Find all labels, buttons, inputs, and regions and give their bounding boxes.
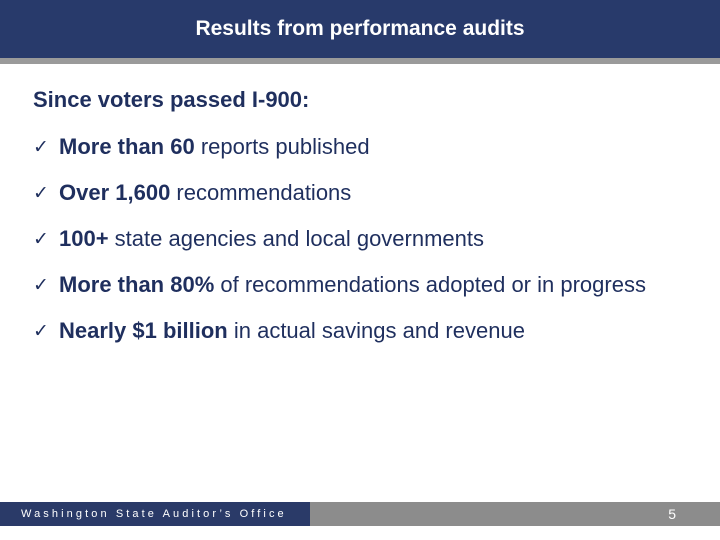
- checkmark-icon: ✓: [33, 182, 49, 204]
- checkmark-icon: ✓: [33, 274, 49, 296]
- intro-text: Since voters passed I-900:: [33, 87, 310, 112]
- slide-content: [33, 86, 683, 363]
- bullet-item: [33, 133, 683, 161]
- slide-title: Results from performance audits: [195, 17, 525, 40]
- bullet-item: [33, 225, 683, 253]
- page-number: 5: [668, 506, 676, 522]
- bullet-highlight: Nearly $1 billion: [59, 318, 228, 343]
- bullet-text: state agencies and local governments: [108, 226, 485, 251]
- bullet-highlight: Over 1,600: [59, 180, 171, 205]
- bullet-text: recommendations: [170, 180, 352, 205]
- checkmark-icon: ✓: [33, 228, 49, 250]
- title-divider: [0, 58, 720, 64]
- title-bar: [0, 0, 720, 58]
- bullet-highlight: More than 80%: [59, 272, 215, 297]
- footer-bar: [0, 502, 720, 526]
- bullet-text: reports published: [194, 134, 370, 159]
- bullet-item: [33, 317, 683, 345]
- bullet-highlight: 100+: [59, 226, 109, 251]
- checkmark-icon: ✓: [33, 320, 49, 342]
- bullet-list: [33, 133, 683, 345]
- bullet-text: of recommendations adopted or in progress: [214, 272, 646, 297]
- footer-organization: Washington State Auditor’s Office: [21, 508, 287, 520]
- footer-organization-panel: [0, 502, 310, 526]
- bullet-highlight: More than 60: [59, 134, 195, 159]
- bullet-item: [33, 179, 683, 207]
- bullet-item: [33, 271, 683, 299]
- checkmark-icon: ✓: [33, 136, 49, 158]
- bullet-text: in actual savings and revenue: [227, 318, 525, 343]
